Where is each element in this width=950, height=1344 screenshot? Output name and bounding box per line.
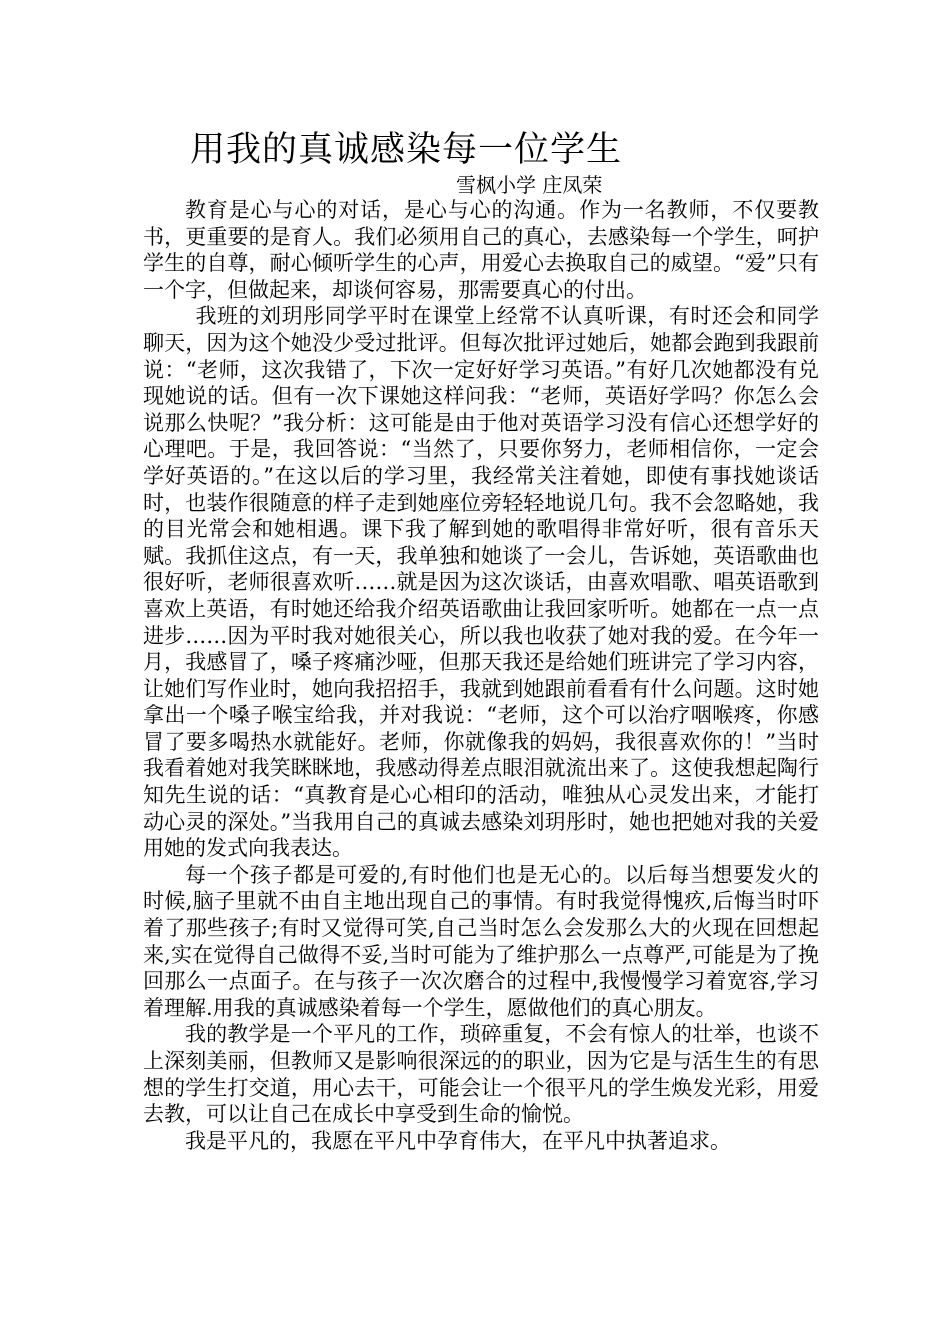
- author-line: 雪枫小学 庄凤荣: [456, 173, 603, 197]
- paragraph-intro: 教育是心与心的对话，是心与心的沟通。作为一名教师，不仅要教书，更重要的是育人。我们必须用自己的真心，去感染每一个学生，呵护学生的自尊，耐心倾听学生的心声，用爱心去换取自己的威望。“爱”只有一个字，但做起来，却谈何容易，那需要真心的付出。: [143, 198, 819, 302]
- document-title: 用我的真诚感染每一位学生: [190, 130, 623, 170]
- paragraph-reflection: 每一个孩子都是可爱的,有时他们也是无心的。以后每当想要发火的时候,脑子里就不由自主地出现自己的事情。有时我觉得愧疚,后悔当时吓着了那些孩子;有时又觉得可笑,自己当时怎么会发那么大的火现在回想起来,实在觉得自己做得不妥,当时可能为了维护那么一点尊严,可能是为了挽回那么一点面子。在与孩子一次次磨合的过程中,我慢慢学习着宽容,学习着理解.用我的真诚感染着每一个学生，愿做他们的真心朋友。: [143, 862, 819, 1020]
- document-body: [143, 197, 819, 1154]
- paragraph-closing: 我是平凡的，我愿在平凡中孕育伟大，在平凡中执著追求。: [185, 1128, 731, 1153]
- paragraph-teaching: 我的教学是一个平凡的工作，琐碎重复，不会有惊人的壮举，也谈不上深刻美丽，但教师又是影响很深远的的职业，因为它是与活生生的有思想的学生打交道，用心去干，可能会让一个很平凡的学生焕发光彩，用爱去教，可以让自己在成长中享受到生命的愉悦。: [143, 1022, 819, 1127]
- paragraph-story: 我班的刘玥彤同学平时在课堂上经常不认真听课，有时还会和同学聊天，因为这个她没少受过批评。但每次批评过她后，她都会跑到我跟前说：“老师，这次我错了，下次一定好好学习英语。”有好几次她都没有兑现她说的话。但有一次下课她这样问我：“老师，英语好学吗？你怎么会说那么快呢？”我分析：这可能是由于他对英语学习没有信心还想学好的心理吧。于是，我回答说：“当然了，只要你努力，老师相信你，一定会学好英语的。”在这以后的学习里，我经常关注着她，即使有事找她谈话时，也装作很随意的样子走到她座位旁轻轻地说几句。我不会忽略她，我的目光常会和她相遇。课下我了解到她的歌唱得非常好听，很有音乐天赋。我抓住这点，有一天，我单独和她谈了一会儿，告诉她，英语歌曲也很好听，老师很喜欢听……就是因为这次谈话，由喜欢唱歌、唱英语歌到喜欢上英语，有时她还给我介绍英语歌曲让我回家听听。她都在一点一点进步……因为平时我对她很关心，所以我也收获了她对我的爱。在今年一月，我感冒了，嗓子疼痛沙哑，但那天我还是给她们班讲完了学习内容，让她们写作业时，她向我招招手，我就到她跟前看看有什么问题。这时她拿出一个嗓子喉宝给我，并对我说：“老师，这个可以治疗咽喉疼，你感冒了要多喝热水就能好。老师，你就像我的妈妈，我很喜欢你的！”当时我看着她对我笑眯眯地，我感动得差点眼泪就流出来了。这使我想起陶行知先生说的话：“真教育是心心相印的活动，唯独从心灵发出来，才能打动心灵的深处。”当我用自己的真诚去感染刘玥彤时，她也把她对我的关爱用她的发式向我表达。: [143, 304, 819, 861]
